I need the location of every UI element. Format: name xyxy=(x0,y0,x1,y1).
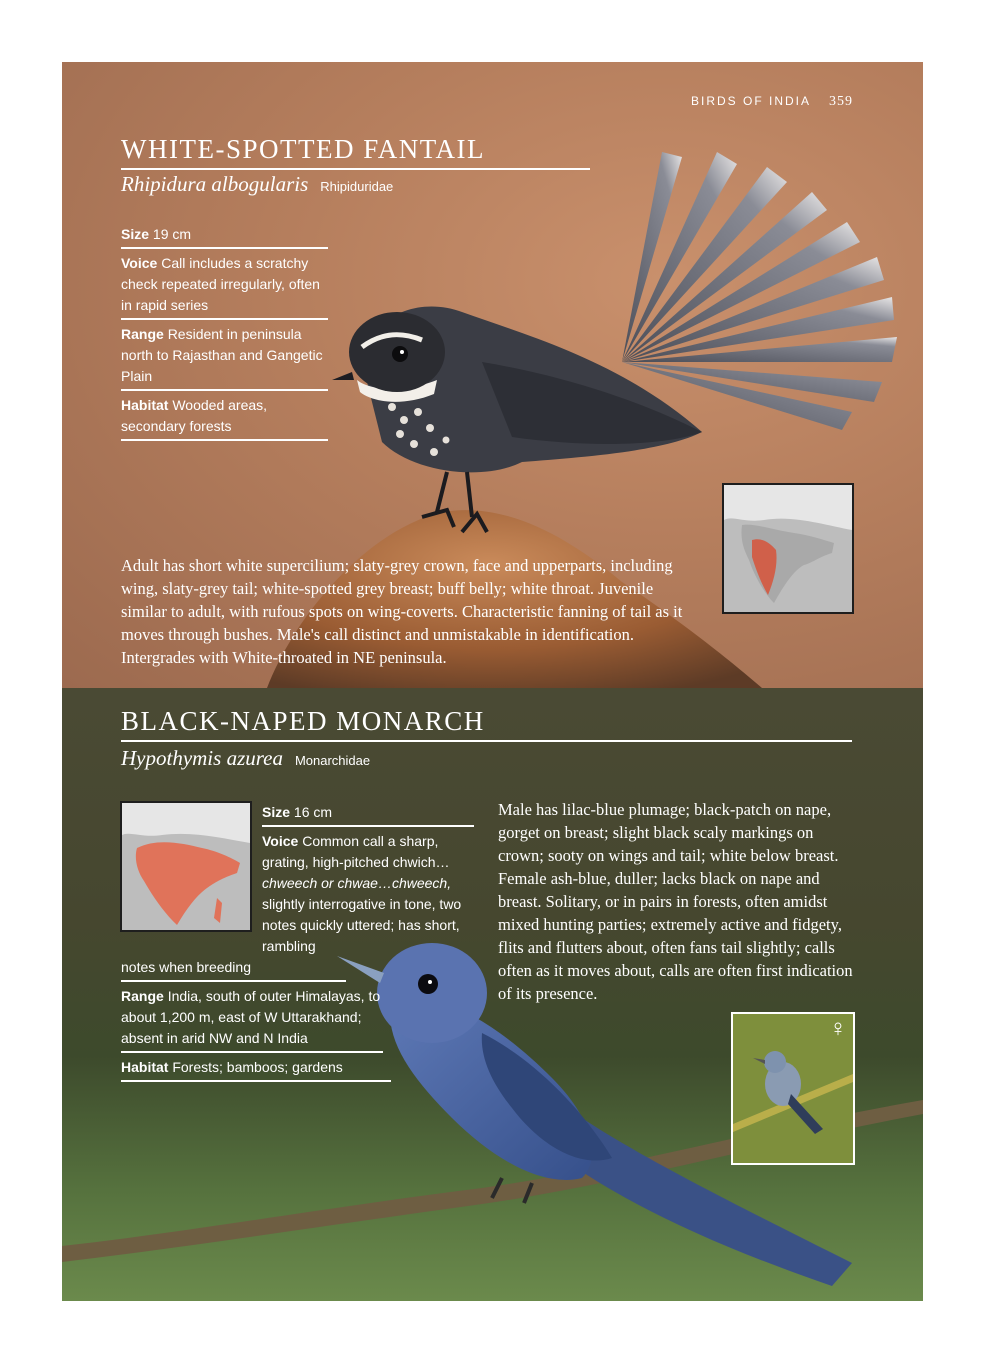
india-map-icon xyxy=(724,485,852,612)
monarch-range xyxy=(121,982,383,1053)
fact-key: Voice xyxy=(121,255,158,271)
monarch-title: BLACK-NAPED MONARCH xyxy=(121,704,852,742)
fact-value: 16 cm xyxy=(293,804,333,820)
fact-key: Voice xyxy=(262,833,299,849)
monarch-section xyxy=(62,688,923,1301)
fact-value: Wooded areas, secondary forests xyxy=(121,397,268,434)
monarch-family: Monarchidae xyxy=(294,753,371,768)
fact-key: Range xyxy=(121,326,164,342)
book-page xyxy=(62,62,923,1301)
fact-key: Habitat xyxy=(121,397,169,413)
fantail-family: Rhipiduridae xyxy=(320,179,394,194)
fantail-section xyxy=(62,62,923,688)
voice-line: chweech or chwae…chweech, xyxy=(262,875,452,891)
fact-key: Size xyxy=(262,804,291,820)
female-symbol-icon: ♀ xyxy=(829,1016,847,1042)
fantail-description: Adult has short white supercilium; slaty-grey crown, face and upperparts, including wing, slaty-grey tail; white-spotted grey breast; buff belly; white throat. Juvenile similar to adult, with rufous spots on wing-coverts. Characteristic fanning of tail as it moves through bushes. Male's call distinct and unmistakable in identification. Intergrades with White-throated in NE peninsula. xyxy=(121,556,683,667)
page-number: 359 xyxy=(829,94,853,109)
monarch-voice-tail: notes when breeding xyxy=(121,953,346,982)
running-head-title: BIRDS OF INDIA xyxy=(690,94,811,108)
fact-value: Resident in peninsula north to Rajasthan and Gangetic Plain xyxy=(121,326,323,384)
voice-line: slightly interrogative in tone, two xyxy=(262,896,462,912)
fantail-scientific-name xyxy=(121,172,393,197)
fantail-voice xyxy=(121,249,328,320)
fantail-range xyxy=(121,320,328,391)
fact-key: Size xyxy=(121,226,150,242)
fact-value: India, south of outer Himalayas, to about 1,200 m, east of W Uttarakhand; absent in arid NW and N India xyxy=(121,988,381,1046)
monarch-scientific: Hypothymis azurea xyxy=(121,746,283,770)
fact-value: Call includes a scratchy check repeated irregularly, often in rapid series xyxy=(121,255,320,313)
fact-value: 19 cm xyxy=(152,226,192,242)
monarch-habitat xyxy=(121,1053,391,1082)
monarch-description: Male has lilac-blue plumage; black-patch on nape, gorget on breast; slight black scaly markings on crown; sooty on wings and tail; white below breast. Female ash-blue, duller; lacks black on nape and breast. Solitary, or in pairs in forests, often amidst mixed hunting parties; extremely active and fidgety, flits and flutters about, often fans tail slightly; calls often as it moves about, calls are often first indication of its presence. xyxy=(498,800,853,1003)
monarch-facts-right xyxy=(262,798,474,957)
monarch-size xyxy=(262,798,474,827)
fact-key: Range xyxy=(121,988,164,1004)
fantail-title: WHITE-SPOTTED FANTAIL xyxy=(121,132,590,170)
monarch-facts-left xyxy=(121,953,381,1082)
voice-line: notes quickly uttered; has short, xyxy=(262,917,460,933)
fantail-scientific: Rhipidura albogularis xyxy=(121,172,309,196)
voice-line: Common call a sharp, xyxy=(302,833,439,849)
fact-value: Forests; bamboos; gardens xyxy=(172,1059,343,1075)
monarch-range-map xyxy=(120,801,252,932)
monarch-scientific-name xyxy=(121,746,370,771)
fantail-range-map xyxy=(722,483,854,614)
india-map-icon xyxy=(122,803,250,930)
fantail-habitat xyxy=(121,391,328,441)
voice-line: rambling xyxy=(262,938,316,954)
fantail-size xyxy=(121,220,328,249)
running-head xyxy=(691,94,853,110)
fantail-tail xyxy=(622,152,897,430)
fact-key: Habitat xyxy=(121,1059,169,1075)
monarch-voice xyxy=(262,827,474,957)
voice-line: grating, high-pitched chwich… xyxy=(262,854,450,870)
fantail-facts xyxy=(121,220,328,441)
monarch-female-inset xyxy=(731,1012,855,1165)
